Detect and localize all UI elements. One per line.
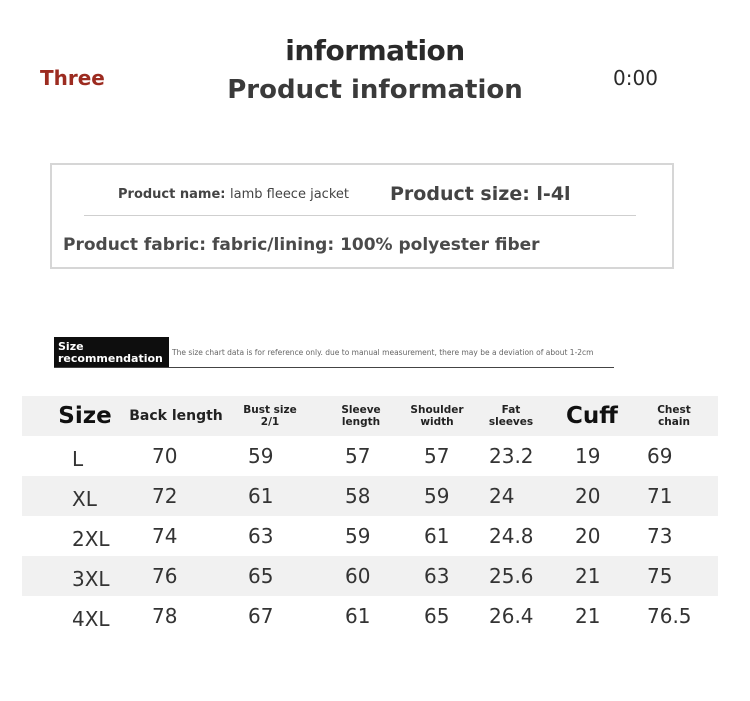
table-header-cell (562, 396, 622, 436)
table-cell: 76 (152, 564, 178, 588)
table-cell: 23.2 (489, 444, 534, 468)
section-title: Product information (227, 75, 523, 105)
size-label-cell: 4XL (72, 607, 110, 631)
left-badge: Three (40, 66, 105, 90)
table-cell: 72 (152, 484, 178, 508)
table-cell: 61 (345, 604, 371, 628)
table-cell: 26.4 (489, 604, 534, 628)
table-cell: 21 (575, 604, 601, 628)
table-header-line1: Back length (129, 408, 223, 424)
table-cell: 61 (424, 524, 450, 548)
size-label-cell: L (72, 447, 84, 471)
table-cell: 58 (345, 484, 371, 508)
size-label-cell: XL (72, 487, 97, 511)
table-cell: 24 (489, 484, 515, 508)
product-name-value: lamb fleece jacket (230, 187, 349, 202)
table-header-line1: Size (58, 403, 112, 429)
table-header-cell (325, 396, 397, 436)
table-row (22, 596, 718, 636)
product-fabric: Product fabric: fabric/lining: 100% polyester fiber (63, 235, 540, 255)
info-divider (84, 215, 636, 216)
size-badge-line2: recommendation (58, 352, 163, 365)
page-title: information (285, 34, 465, 67)
table-cell: 65 (248, 564, 274, 588)
table-cell: 75 (647, 564, 673, 588)
table-cell: 57 (345, 444, 371, 468)
table-header-line1: Chest (657, 404, 691, 416)
table-cell: 20 (575, 484, 601, 508)
table-header-cell (402, 396, 472, 436)
time-readout: 0:00 (613, 66, 658, 90)
table-cell: 76.5 (647, 604, 692, 628)
table-cell: 73 (647, 524, 673, 548)
table-header-cell (50, 396, 120, 436)
table-row (22, 436, 718, 476)
size-note: The size chart data is for reference only. due to manual measurement, there may be a deviation of about 1-2cm (172, 348, 594, 357)
size-table (22, 396, 718, 636)
table-header-cell (476, 396, 546, 436)
table-header-line2: width (420, 416, 454, 428)
table-cell: 78 (152, 604, 178, 628)
table-cell: 63 (424, 564, 450, 588)
table-cell: 61 (248, 484, 274, 508)
table-cell: 57 (424, 444, 450, 468)
table-cell: 59 (248, 444, 274, 468)
table-row (22, 556, 718, 596)
table-cell: 60 (345, 564, 371, 588)
size-rule-divider (54, 367, 614, 368)
table-cell: 69 (647, 444, 673, 468)
table-cell: 71 (647, 484, 673, 508)
table-header-line2: length (341, 416, 381, 428)
table-cell: 59 (424, 484, 450, 508)
size-badge-line1: Size (58, 340, 84, 353)
table-header-line2: chain (658, 416, 690, 428)
table-header-line1: Shoulder (410, 404, 464, 416)
table-header-line1: Sleeve (341, 404, 381, 416)
table-header-line2: 2/1 (260, 416, 280, 428)
table-cell: 63 (248, 524, 274, 548)
size-label-cell: 2XL (72, 527, 110, 551)
size-label-cell: 3XL (72, 567, 110, 591)
size-recommendation-badge (54, 337, 169, 367)
table-header-line2: sleeves (488, 416, 534, 428)
table-cell: 24.8 (489, 524, 534, 548)
table-cell: 25.6 (489, 564, 534, 588)
table-header-cell (126, 396, 226, 436)
table-header-cell (230, 396, 310, 436)
table-row (22, 516, 718, 556)
table-header-line1: Fat (501, 404, 521, 416)
table-cell: 65 (424, 604, 450, 628)
table-header-row (22, 396, 718, 436)
table-cell: 74 (152, 524, 178, 548)
table-row (22, 476, 718, 516)
table-cell: 67 (248, 604, 274, 628)
table-header-line1: Cuff (566, 403, 618, 429)
table-header-cell (639, 396, 709, 436)
table-header-line1: Bust size (243, 404, 297, 416)
table-cell: 59 (345, 524, 371, 548)
table-cell: 19 (575, 444, 601, 468)
table-cell: 70 (152, 444, 178, 468)
table-cell: 20 (575, 524, 601, 548)
product-name (118, 187, 349, 202)
product-size: Product size: l-4l (390, 183, 571, 205)
table-cell: 21 (575, 564, 601, 588)
product-name-label: Product name: (118, 187, 226, 202)
